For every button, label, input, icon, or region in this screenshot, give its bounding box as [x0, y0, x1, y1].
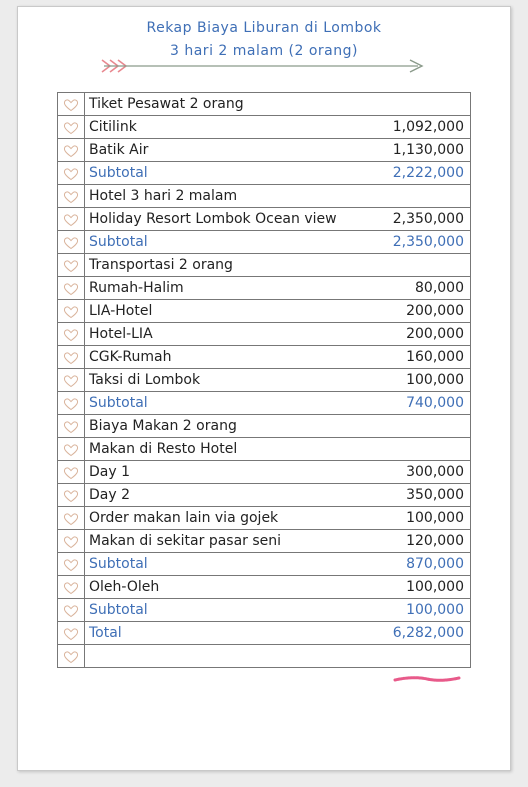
heart-icon [63, 167, 79, 181]
table-row [58, 323, 470, 346]
row-value: 870,000 [406, 556, 464, 572]
heart-cell [58, 645, 85, 667]
heart-icon [63, 121, 79, 135]
row-label: Subtotal [89, 556, 148, 572]
heart-icon [63, 397, 79, 411]
row-label: Makan di Resto Hotel [89, 441, 238, 457]
table-row [58, 645, 470, 668]
row-label: Oleh-Oleh [89, 579, 160, 595]
heart-cell [58, 185, 85, 207]
row-label: Taksi di Lombok [89, 372, 201, 388]
table-row [58, 231, 470, 254]
table-row [58, 346, 470, 369]
heart-icon [63, 236, 79, 250]
row-value: 80,000 [415, 280, 464, 296]
row-label: Batik Air [89, 142, 149, 158]
table-row [58, 185, 470, 208]
heart-cell [58, 438, 85, 460]
heart-cell [58, 254, 85, 276]
heart-icon [63, 420, 79, 434]
heart-cell [58, 599, 85, 621]
heart-cell [58, 392, 85, 414]
heart-icon [63, 466, 79, 480]
row-value: 1,092,000 [392, 119, 464, 135]
heart-cell [58, 277, 85, 299]
heart-cell [58, 553, 85, 575]
table-row [58, 369, 470, 392]
table-row [58, 300, 470, 323]
row-value: 740,000 [406, 395, 464, 411]
row-value: 300,000 [406, 464, 464, 480]
heart-icon [63, 627, 79, 641]
table-row [58, 116, 470, 139]
table-row [58, 484, 470, 507]
row-label: LIA-Hotel [89, 303, 153, 319]
heart-icon [63, 305, 79, 319]
heart-cell [58, 139, 85, 161]
row-label: Subtotal [89, 602, 148, 618]
table-row [58, 277, 470, 300]
table-row [58, 162, 470, 185]
table-row [58, 415, 470, 438]
row-value: 1,130,000 [392, 142, 464, 158]
heart-icon [63, 650, 79, 664]
table-row [58, 599, 470, 622]
heart-cell [58, 622, 85, 644]
heart-cell [58, 231, 85, 253]
table-row [58, 576, 470, 599]
table-row [58, 254, 470, 277]
row-label: Day 1 [89, 464, 131, 480]
row-value: 100,000 [406, 602, 464, 618]
row-label: Hotel-LIA [89, 326, 153, 342]
heart-cell [58, 93, 85, 115]
table-row [58, 507, 470, 530]
row-value: 2,350,000 [392, 234, 464, 250]
row-value: 100,000 [406, 510, 464, 526]
heart-cell [58, 369, 85, 391]
row-label: Transportasi 2 orang [89, 257, 233, 273]
row-label: Rumah-Halim [89, 280, 184, 296]
heart-icon [63, 604, 79, 618]
row-value: 2,222,000 [392, 165, 464, 181]
row-label: Order makan lain via gojek [89, 510, 279, 526]
heart-icon [63, 144, 79, 158]
row-label: Hotel 3 hari 2 malam [89, 188, 238, 204]
row-value: 6,282,000 [392, 625, 464, 641]
heart-cell [58, 507, 85, 529]
heart-icon [63, 581, 79, 595]
heart-icon [63, 259, 79, 273]
row-value: 350,000 [406, 487, 464, 503]
row-value: 160,000 [406, 349, 464, 365]
heart-cell [58, 116, 85, 138]
row-value: 200,000 [406, 326, 464, 342]
heart-icon [63, 190, 79, 204]
heart-icon [63, 443, 79, 457]
row-value: 100,000 [406, 579, 464, 595]
table-row [58, 438, 470, 461]
row-label: Day 2 [89, 487, 131, 503]
row-label: Subtotal [89, 395, 148, 411]
expense-table [57, 92, 471, 668]
heart-cell [58, 576, 85, 598]
heart-cell [58, 300, 85, 322]
table-row [58, 622, 470, 645]
decorative-arrow-icon [100, 56, 430, 78]
document-subtitle: 3 hari 2 malam (2 orang) [170, 43, 358, 59]
heart-cell [58, 208, 85, 230]
table-row [58, 553, 470, 576]
row-value: 100,000 [406, 372, 464, 388]
row-label: Holiday Resort Lombok Ocean view [89, 211, 337, 227]
heart-icon [63, 328, 79, 342]
table-row [58, 208, 470, 231]
heart-icon [63, 282, 79, 296]
heart-icon [63, 374, 79, 388]
heart-icon [63, 98, 79, 112]
row-label: Makan di sekitar pasar seni [89, 533, 282, 549]
heart-icon [63, 558, 79, 572]
row-label: Biaya Makan 2 orang [89, 418, 237, 434]
heart-cell [58, 530, 85, 552]
heart-cell [58, 346, 85, 368]
row-label: Citilink [89, 119, 137, 135]
row-label: Tiket Pesawat 2 orang [89, 96, 244, 112]
heart-icon [63, 351, 79, 365]
row-label: Total [89, 625, 122, 641]
heart-icon [63, 512, 79, 526]
heart-cell [58, 162, 85, 184]
heart-icon [63, 213, 79, 227]
heart-icon [63, 535, 79, 549]
row-value: 2,350,000 [392, 211, 464, 227]
row-label: Subtotal [89, 234, 148, 250]
table-row [58, 93, 470, 116]
row-value: 120,000 [406, 533, 464, 549]
table-row [58, 392, 470, 415]
heart-cell [58, 461, 85, 483]
heart-icon [63, 489, 79, 503]
table-row [58, 461, 470, 484]
row-value: 200,000 [406, 303, 464, 319]
heart-cell [58, 323, 85, 345]
table-row [58, 139, 470, 162]
heart-cell [58, 484, 85, 506]
table-row [58, 530, 470, 553]
pink-highlight-mark [393, 674, 461, 684]
heart-cell [58, 415, 85, 437]
document-title: Rekap Biaya Liburan di Lombok [146, 20, 382, 36]
row-label: CGK-Rumah [89, 349, 172, 365]
row-label: Subtotal [89, 165, 148, 181]
